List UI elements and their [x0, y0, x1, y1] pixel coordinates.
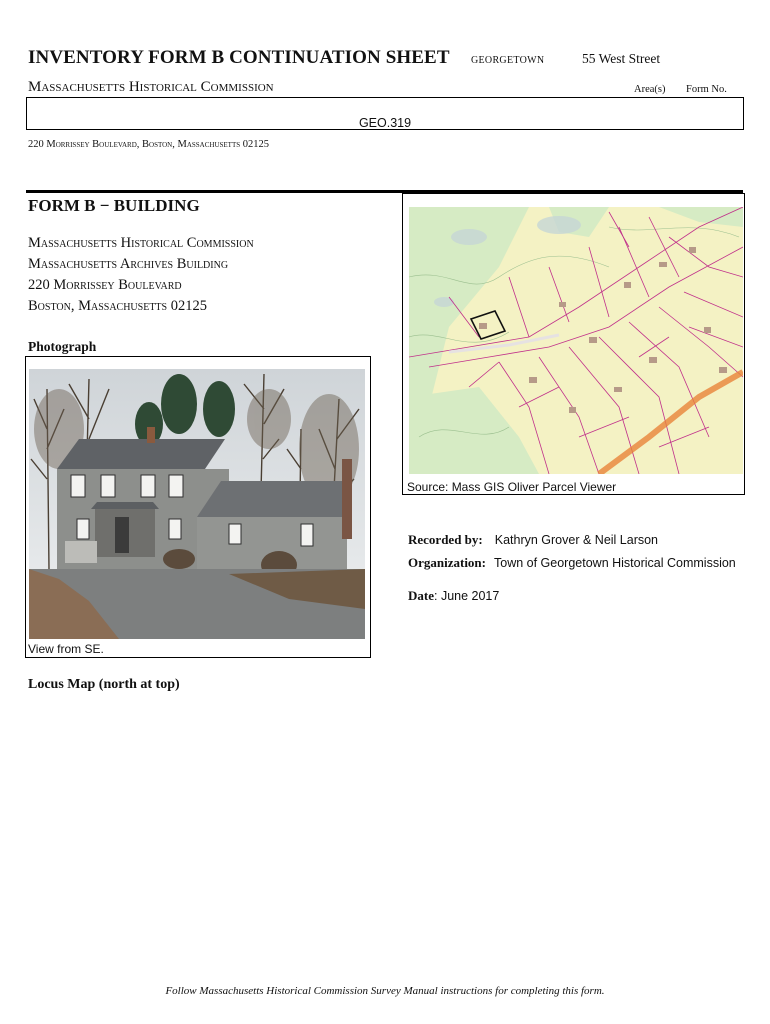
- form-no-label: Form No.: [686, 84, 727, 95]
- organization-value: Town of Georgetown Historical Commission: [494, 556, 736, 570]
- house-photograph: [29, 369, 365, 639]
- mhc-line: 220 Morrissey Boulevard: [28, 277, 182, 293]
- form-number-box: [26, 97, 744, 130]
- photograph-frame: [25, 356, 371, 658]
- area-label: Area(s): [634, 84, 666, 95]
- town-name: GEORGETOWN: [471, 55, 545, 66]
- parcel-map: [409, 207, 743, 474]
- form-title: INVENTORY FORM B CONTINUATION SHEET: [28, 47, 450, 68]
- locus-map-heading: Locus Map (north at top): [28, 677, 180, 692]
- date-row: Date: June 2017: [408, 588, 500, 603]
- mhc-line: Boston, Massachusetts 02125: [28, 298, 207, 314]
- photograph-heading: Photograph: [28, 339, 97, 354]
- form-number: GEO.319: [358, 116, 412, 130]
- organization-label: Organization:: [408, 555, 486, 570]
- section-title: FORM B − BUILDING: [28, 196, 200, 215]
- map-caption: Source: Mass GIS Oliver Parcel Viewer: [407, 480, 617, 494]
- mhc-address-block: [28, 233, 254, 317]
- recorded-by-label: Recorded by:: [408, 532, 483, 547]
- organization-row: [408, 554, 736, 572]
- parcel-map-frame: [402, 193, 745, 495]
- photo-caption: View from SE.: [28, 642, 104, 656]
- recorded-by-row: [408, 531, 658, 549]
- mhc-line: Massachusetts Historical Commission: [28, 235, 254, 251]
- commission-name: Massachusetts Historical Commission: [28, 79, 274, 95]
- recorded-by-value: Kathryn Grover & Neil Larson: [494, 533, 659, 547]
- date-value: June 2017: [440, 589, 500, 603]
- mailing-address: 220 Morrissey Boulevard, Boston, Massachusetts 02125: [28, 139, 269, 150]
- date-label: Date: [408, 588, 434, 603]
- mhc-line: Massachusetts Archives Building: [28, 256, 229, 272]
- footer-instructions: Follow Massachusetts Historical Commission Survey Manual instructions for completing this form.: [165, 985, 605, 997]
- property-address: 55 West Street: [582, 51, 661, 66]
